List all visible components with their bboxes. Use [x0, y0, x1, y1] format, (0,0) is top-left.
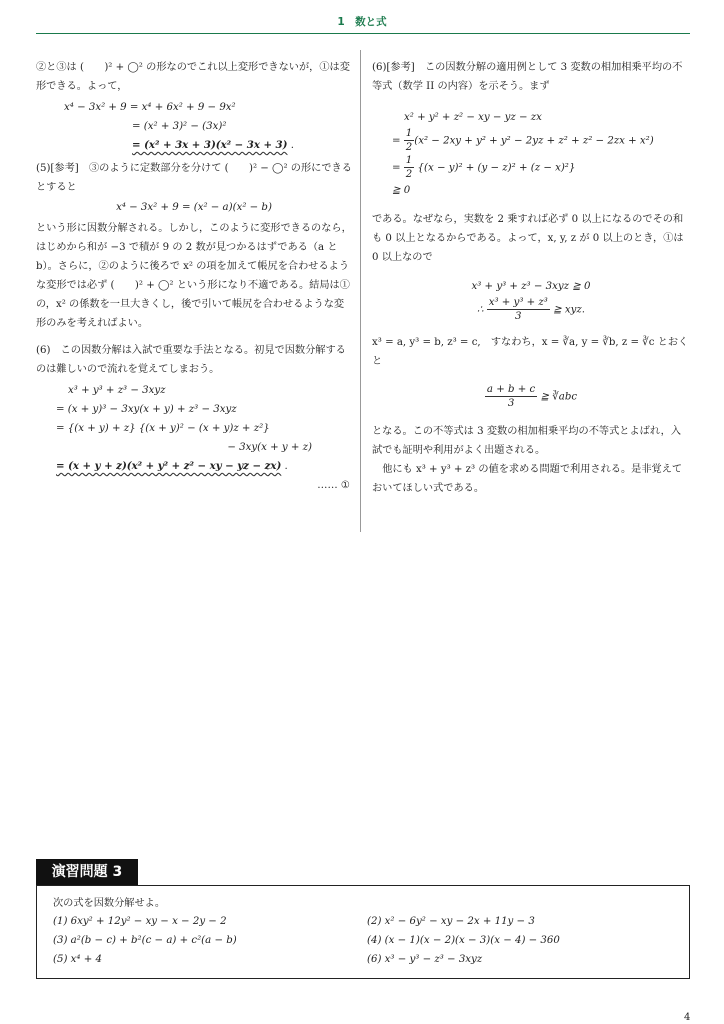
- req1-line-2: (x² − 2xy + y² + y² − 2yz + z² + z² − 2zx + x²): [414, 135, 654, 147]
- req3-rhs: ≧ ∛abc: [540, 391, 578, 403]
- exercise-item: (5) x⁴ + 4: [53, 954, 102, 965]
- eq3-line-4: − 3xy(x + y + z): [227, 442, 312, 453]
- right-para-3: x³ = a, y³ = b, z³ = c, すなわち，x = ∛a, y = ∛b, z = ∛c とおくと: [372, 337, 689, 367]
- req1-line-3: {(x − y)² + (y − z)² + (z − x)²}: [417, 162, 576, 174]
- req1-line-4: ≧ 0: [392, 185, 411, 196]
- exercise-item: (3) a²(b − c) + b²(c − a) + c²(a − b): [53, 935, 237, 946]
- left-para-1: ②と③は ( )² + ◯² の形なのでこれ以上変形できないが，①は変形できる。よって，: [36, 62, 350, 92]
- req2-den: 3: [515, 311, 522, 322]
- req3-num: a + b + c: [486, 384, 536, 395]
- right-para-2: である。なぜなら，実数を 2 乗すれば必ず 0 以上になるのでその和も 0 以上となるからである。よって，x, y, z が 0 以上のとき，①は 0 以上なので: [372, 214, 684, 263]
- chapter-header: 1 数と式: [337, 16, 387, 28]
- exercise-box: [36, 885, 690, 979]
- left-equation-2: x⁴ − 3x² + 9 = (x² − a)(x² − b): [116, 202, 272, 213]
- exercise-list: [53, 913, 681, 968]
- exercise-item: (6) x³ − y³ − z³ − 3xyz: [367, 954, 483, 965]
- req3-den: 3: [507, 398, 515, 409]
- req2-rhs: ≧ xyz.: [553, 304, 586, 316]
- left-equation-3: x³ + y³ + z³ − 3xyz = (x + y)³ − 3xy(x + y) + z³ − 3xyz = {(x + y) + z} {(x + y)² − (x + y)z + z²} − 3xy(x + y + z) = (x + y + z)(x² + y² + z² − xy − yz − zx) . …… ①: [56, 381, 352, 495]
- exercise-item: (2) x² − 6y² − xy − 2x + 11y − 3: [367, 916, 535, 927]
- right-para-1: (6)[参考] この因数分解の適用例として 3 変数の相加相乗平均の不等式（数学 II の内容）を示そう。まず: [372, 62, 683, 92]
- eq3-line-5: = (x + y + z)(x² + y² + z² − xy − yz − zx): [56, 460, 282, 472]
- right-equation-2: x³ + y³ + z³ − 3xyz ≧ 0 ∴ $\frac{\text{x³ + y³ + z³}}{3}$ ≧ xyz.: [372, 277, 690, 323]
- eq1-line-3: = (x² + 3x + 3)(x² − 3x + 3): [132, 139, 288, 151]
- req2-num: x³ + y³ + z³: [488, 297, 548, 308]
- eq1-line-1: x⁴ − 3x² + 9 = x⁴ + 6x² + 9 − 9x²: [64, 102, 236, 113]
- req2-line-1: x³ + y³ + z³ − 3xyz ≧ 0: [471, 281, 591, 292]
- eq1-line-2: = (x² + 3)² − (3x)²: [132, 121, 227, 132]
- left-para-3: という形に因数分解される。しかし，このように変形できるのなら，はじめから和が −3 で積が 9 の 2 数が見つかるはずである（a と b）。さらに，②のように後ろで x² の項を加えて帳尻を合わせるような変形では必ず ( )² + ◯² という形になり不適である。結局は①の，x² の係数を一旦大きくし，後で引いて帳尻を合わせるような変形のみを考えればよい。: [36, 223, 352, 329]
- right-para-4: となる。この不等式は 3 変数の相加相乗平均の不等式とよばれ，入試でも証明や利用がよく出題される。: [372, 426, 682, 456]
- right-column: [372, 58, 690, 498]
- eq3-line-2: = (x + y)³ − 3xy(x + y) + z³ − 3xyz: [56, 404, 237, 415]
- right-para-5: 他にも x³ + y³ + z³ の値を求める問題で利用される。是非覚えておいてほしい式である。: [372, 464, 683, 494]
- right-equation-1: x² + y² + z² − xy − yz − zx = $\frac{1}{2}$ (x² − 2xy + y² + y² − 2yz + z² + z² − 2zx + x²) = $\frac{1}{2}$ {(x − y)² + (y − z)² + (z − x)²} ≧ 0: [392, 108, 690, 200]
- exercise-item: (4) (x − 1)(x − 2)(x − 3)(x − 4) − 360: [367, 935, 560, 946]
- eq3-line-1: x³ + y³ + z³ − 3xyz: [68, 385, 166, 396]
- eq3-line-3: = {(x + y) + z} {(x + y)² − (x + y)z + z²}: [56, 423, 270, 434]
- req1-line-1: x² + y² + z² − xy − yz − zx: [404, 112, 542, 123]
- eq3-tag: …… ①: [317, 480, 350, 491]
- left-para-4: (6) この因数分解は入試で重要な手法となる。初見で因数分解するのは難しいので流れを覚えてしまおう。: [36, 345, 346, 375]
- column-divider: [360, 50, 361, 532]
- exercise-item: (1) 6xy² + 12y² − xy − x − 2y − 2: [53, 916, 227, 927]
- exercise-intro: 次の式を因数分解せよ。: [53, 898, 166, 909]
- left-equation-1: x⁴ − 3x² + 9 = x⁴ + 6x² + 9 − 9x² = (x² + 3)² − (3x)² = (x² + 3x + 3)(x² − 3x + 3) .: [64, 98, 352, 155]
- exercise-title: 演習問題 3: [36, 859, 138, 885]
- page-number: 4: [684, 1012, 691, 1023]
- left-para-2: (5)[参考] ③のように定数部分を分けて ( )² − ◯² の形にできるとすると: [36, 163, 352, 193]
- left-column: [36, 58, 352, 495]
- header-rule: [36, 33, 690, 34]
